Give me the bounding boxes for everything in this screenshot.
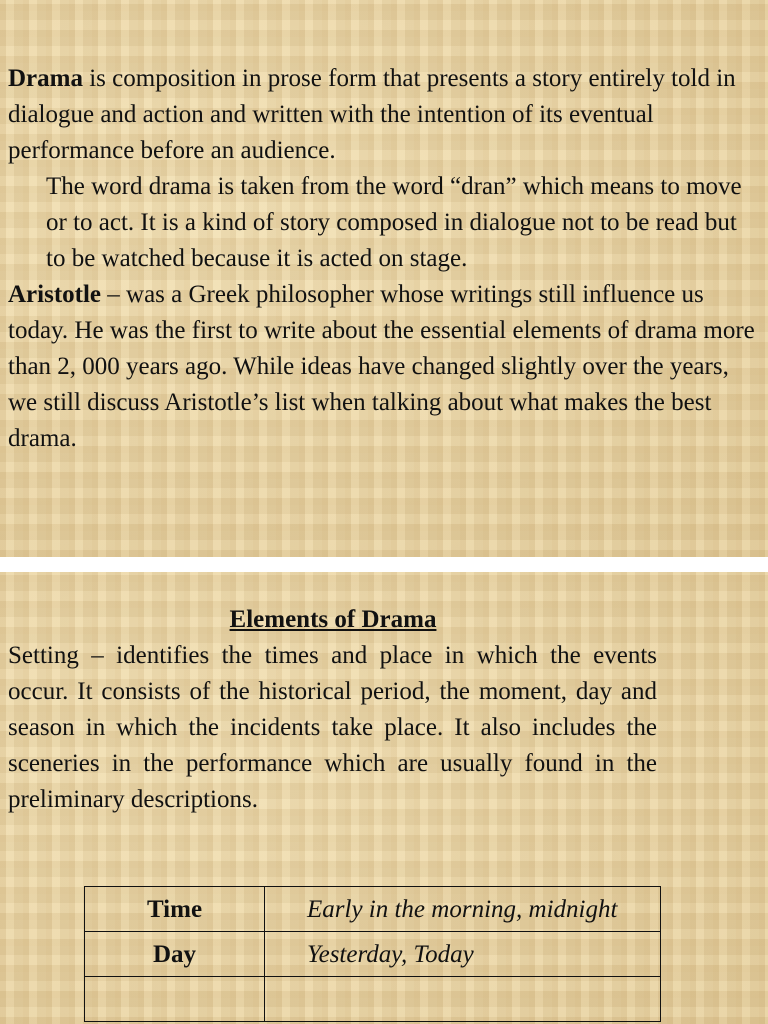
table-term-cell: Day <box>85 932 265 977</box>
dran-paragraph: The word drama is taken from the word “dran” which means to move or to act. It is a kind of story composed in dialogue not to be read but to be watched because it is acted on stage. <box>46 173 742 272</box>
table-term-cell: Time <box>85 887 265 932</box>
elements-heading: Elements of Drama <box>229 606 437 633</box>
table-term-cell <box>85 977 265 1022</box>
setting-examples-table <box>84 886 661 1022</box>
table-example-cell: Early in the morning, midnight <box>265 887 661 932</box>
drama-definition: is composition in prose form that presents a story entirely told in dialogue and action and written with the intention of its eventual performance before an audience. <box>8 65 736 164</box>
table-row <box>85 977 661 1022</box>
drama-paragraph <box>8 61 760 169</box>
drama-definition-text <box>8 61 760 457</box>
aristotle-paragraph <box>8 277 760 457</box>
drama-term: Drama <box>8 65 83 92</box>
setting-paragraph: Setting – identifies the times and place in which the events occur. It consists of the historical period, the moment, day and season in which the incidents take place. It also includes the sceneries in the performance which are usually found in the preliminary descriptions. <box>8 642 657 813</box>
table-example-cell <box>265 977 661 1022</box>
table-example-cell: Yesterday, Today <box>265 932 661 977</box>
slide-elements-of-drama <box>0 572 768 1024</box>
aristotle-description: – was a Greek philosopher whose writings still influence us today. He was the first to write about the essential elements of drama more than 2, 000 years ago. While ideas have changed slightly over the years, we still discuss Aristotle’s list when talking about what makes the best drama. <box>8 281 755 452</box>
table-row <box>85 932 661 977</box>
table-row <box>85 887 661 932</box>
aristotle-term: Aristotle <box>8 281 102 308</box>
